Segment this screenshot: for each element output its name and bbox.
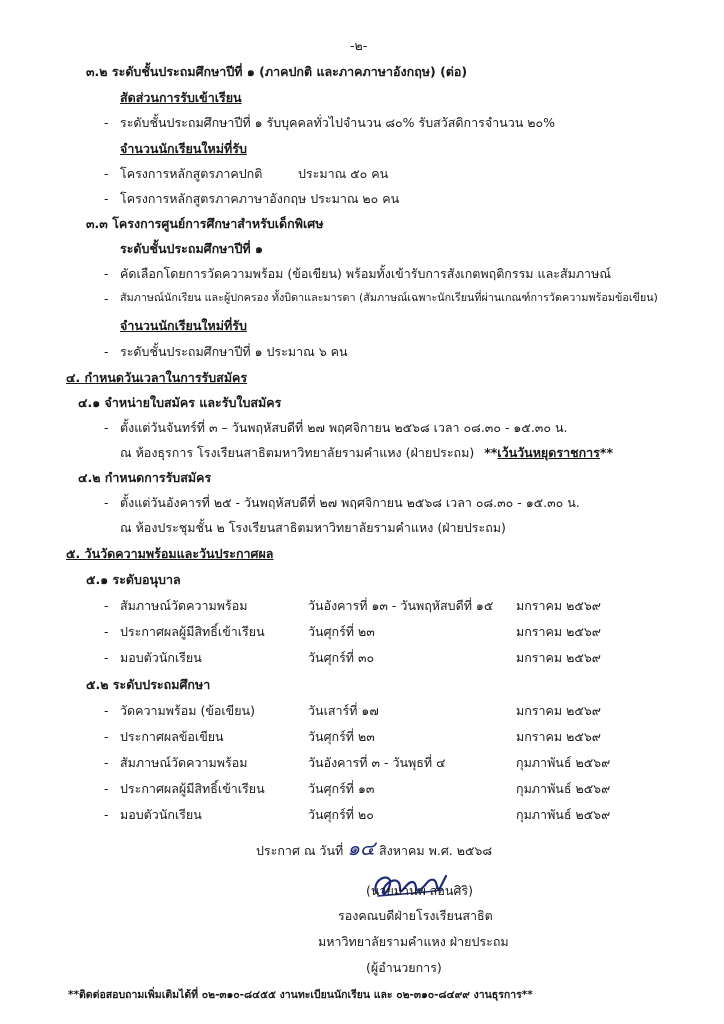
dash: - (104, 703, 109, 718)
dash: - (104, 755, 109, 770)
schedule-month: มกราคม ๒๕๖๙ (516, 650, 601, 665)
dash: - (104, 420, 109, 435)
dash: - (104, 781, 109, 796)
section-3-3-item1: คัดเลือกโดยการวัดความพร้อม (ข้อเขียน) พร้อมทั้งเข้ารับการสังเกตพฤติกรรม และสัมภาษณ์ (120, 266, 611, 281)
section-5-heading: ๕. วันวัดความพร้อมและวันประกาศผล (66, 546, 274, 561)
schedule-month: กุมภาพันธ์ ๒๕๖๙ (516, 781, 611, 796)
ratio-item: ระดับชั้นประถมศึกษาปีที่ ๑ รับบุคคลทั่วไปจำนวน ๘๐% รับสวัสดิการจำนวน ๒๐% (120, 115, 556, 130)
schedule-event: วัดความพร้อม (ข้อเขียน) (120, 703, 255, 718)
schedule-day: วันอังคารที่ ๑๓ - วันพฤหัสบดีที่ ๑๕ (308, 598, 494, 613)
schedule-day: วันศุกร์ที่ ๒๐ (308, 807, 374, 822)
schedule-day: วันศุกร์ที่ ๑๓ (308, 781, 375, 796)
schedule-event: สัมภาษณ์วัดความพร้อม (120, 755, 248, 770)
schedule-event: ประกาศผลข้อเขียน (120, 729, 224, 744)
section-3-3-item2: สัมภาษณ์นักเรียน และผู้ปกครอง ทั้งบิดาและมารดา (สัมภาษณ์เฉพาะนักเรียนที่ผ่านเกณฑ์การวัดความพร้อมข้อเขียน) (120, 291, 658, 304)
schedule-day: วันศุกร์ที่ ๓๐ (308, 650, 375, 665)
schedule-month: มกราคม ๒๕๖๙ (516, 624, 601, 639)
dash: - (104, 495, 109, 510)
primary-title: ๕.๒ ระดับประถมศึกษา (86, 677, 211, 692)
schedule-month: มกราคม ๒๕๖๙ (516, 729, 601, 744)
announcement-prefix: ประกาศ ณ วันที่ (256, 843, 344, 858)
section-4-2-title: ๔.๒ กำหนดการรับสมัคร (78, 470, 212, 485)
note-prefix: ** (484, 445, 498, 460)
section-4-heading: ๔. กำหนดวันเวลาในการรับสมัคร (66, 370, 248, 385)
dash: - (104, 166, 109, 181)
schedule-event: มอบตัวนักเรียน (120, 650, 202, 665)
dash: - (104, 598, 109, 613)
schedule-event: ประกาศผลผู้มีสิทธิ์เข้าเรียน (120, 624, 265, 639)
schedule-month: กุมภาพันธ์ ๒๕๖๙ (516, 807, 611, 822)
signatory-title1: รองคณบดีฝ่ายโรงเรียนสาธิต (338, 908, 493, 923)
schedule-event: สัมภาษณ์วัดความพร้อม (120, 598, 248, 613)
signatory-title3: (ผู้อำนวยการ) (366, 960, 442, 975)
kindergarten-title: ๕.๑ ระดับอนุบาล (86, 572, 181, 587)
program-english: โครงการหลักสูตรภาคภาษาอังกฤษ ประมาณ ๒๐ คน (120, 191, 400, 206)
schedule-day: วันศุกร์ที่ ๒๓ (308, 729, 375, 744)
new-students-title-3-3: จำนวนนักเรียนใหม่ที่รับ (120, 318, 247, 333)
program-regular: โครงการหลักสูตรภาคปกติ (120, 166, 263, 181)
section-4-1-line1: ตั้งแต่วันจันทร์ที่ ๓ – วันพฤหัสบดีที่ ๒๗ พฤศจิกายน ๒๕๖๘ เวลา ๐๘.๓๐ - ๑๕.๓๐ น. (120, 420, 568, 435)
section-4-1-title: ๔.๑ จำหน่ายใบสมัคร และรับใบสมัคร (78, 395, 282, 410)
dash: - (104, 291, 109, 306)
schedule-month: กุมภาพันธ์ ๒๕๖๙ (516, 755, 611, 770)
dash: - (104, 807, 109, 822)
signatory-name: (นายมานพ สอนศิริ) (366, 883, 473, 898)
schedule-event: มอบตัวนักเรียน (120, 807, 202, 822)
announcement-suffix: สิงหาคม พ.ศ. ๒๕๖๘ (379, 843, 492, 858)
section-3-3-heading: ๓.๓ โครงการศูนย์การศึกษาสำหรับเด็กพิเศษ (86, 216, 324, 231)
dash: - (104, 266, 109, 281)
schedule-event: ประกาศผลผู้มีสิทธิ์เข้าเรียน (120, 781, 265, 796)
note-text: เว้นวันหยุดราชการ (497, 445, 600, 460)
holiday-note (484, 445, 613, 460)
section-4-2-line2: ณ ห้องประชุมชั้น ๒ โรงเรียนสาธิตมหาวิทยาลัยรามคำแหง (ฝ่ายประถม) (120, 520, 506, 535)
new-students-title-3-2: จำนวนนักเรียนใหม่ที่รับ (120, 141, 247, 156)
ratio-row: - (104, 115, 109, 130)
program-regular-count: ประมาณ ๕๐ คน (298, 166, 389, 181)
dash: - (104, 344, 109, 359)
schedule-month: มกราคม ๒๕๖๙ (516, 703, 601, 718)
announcement-line (256, 838, 492, 858)
section-3-2-heading: ๓.๒ ระดับชั้นประถมศึกษาปีที่ ๑ (ภาคปกติ และภาคภาษาอังกฤษ) (ต่อ) (86, 64, 468, 79)
dash: - (104, 624, 109, 639)
dash: - (104, 729, 109, 744)
signatory-title2: มหาวิทยาลัยรามคำแหง ฝ่ายประถม (318, 934, 509, 949)
section-4-2-line1: ตั้งแต่วันอังคารที่ ๒๕ - วันพฤหัสบดีที่ ๒๗ พฤศจิกายน ๒๕๖๘ เวลา ๐๘.๓๐ - ๑๕.๓๐ น. (120, 495, 580, 510)
section-4-1-location: ณ ห้องธุรการ โรงเรียนสาธิตมหาวิทยาลัยรามคำแหง (ฝ่ายประถม) (120, 445, 475, 460)
dash: - (104, 650, 109, 665)
schedule-day: วันเสาร์ที่ ๑๗ (308, 703, 379, 718)
note-suffix: ** (599, 445, 613, 460)
ratio-title: สัดส่วนการรับเข้าเรียน (120, 90, 242, 105)
section-3-3-level: ระดับชั้นประถมศึกษาปีที่ ๑ (120, 241, 263, 256)
schedule-day: วันอังคารที่ ๓ - วันพุธที่ ๔ (308, 755, 446, 770)
schedule-day: วันศุกร์ที่ ๒๓ (308, 624, 375, 639)
section-3-3-new-item: ระดับชั้นประถมศึกษาปีที่ ๑ ประมาณ ๖ คน (120, 344, 348, 359)
dash: - (104, 191, 109, 206)
section-4-1-line2 (120, 447, 613, 460)
announcement-day: ๑๔ (347, 836, 376, 860)
contact-footer: **ติดต่อสอบถามเพิ่มเติมได้ที่ ๐๒-๓๑๐-๘๔๕๕ งานทะเบียนนักเรียน และ ๐๒-๓๑๐-๘๔๙๙ งานธุรการ** (68, 989, 533, 1001)
page-number: -๒- (350, 38, 368, 53)
schedule-month: มกราคม ๒๕๖๙ (516, 598, 601, 613)
